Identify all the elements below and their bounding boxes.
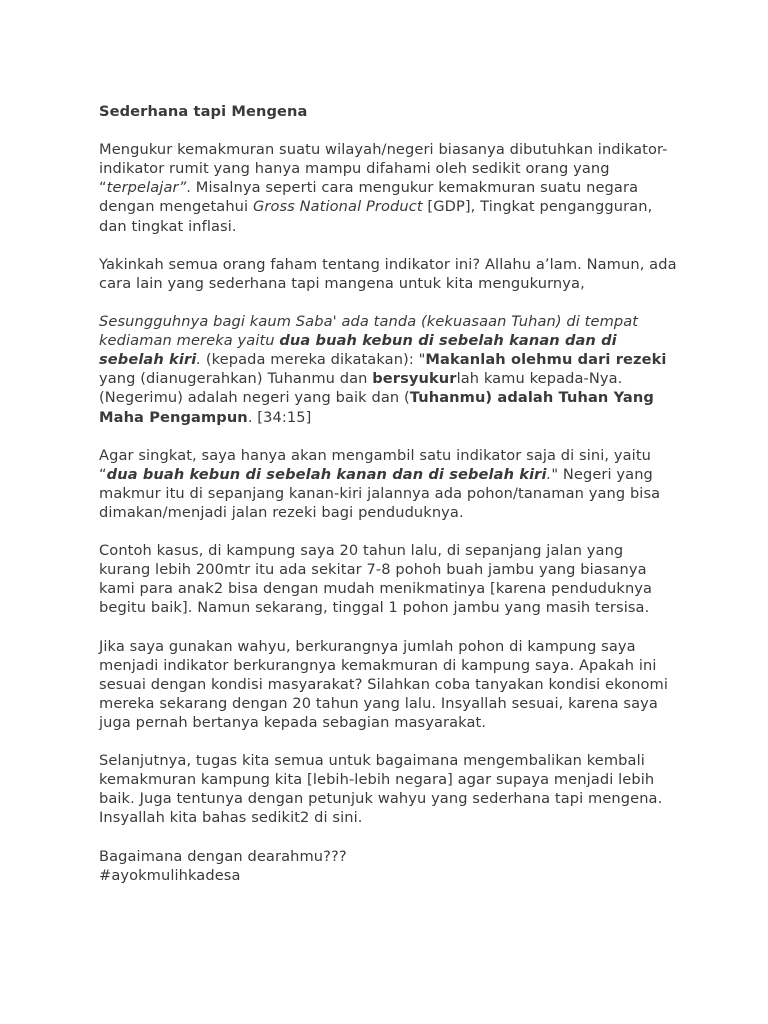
paragraph-revelation: Jika saya gunakan wahyu, berkurangnya jumlah pohon di kampung saya menjadi indikator berkurangnya kemakmuran di kampung saya. Apakah ini sesuai dengan kondisi masyarakat? Silahkan coba tanyakan kondisi ekonomi mereka sekarang dengan 20 tahun yang lalu. Insyallah sesuai, karena saya juga pernah bertanya kepada sebagian masyarakat. — [99, 637, 669, 731]
verse-bold-tuhanmu: Tuhanmu) adalah Tuhan Yang Maha Pengampun — [99, 389, 654, 426]
verse-text-f: yang (dianugerahkan) Tuhanmu dan — [99, 370, 373, 388]
document-body — [99, 102, 679, 885]
intro-text-e: [GDP], Tingkat pengangguran, dan tingkat inflasi. — [99, 198, 653, 235]
verse-italic-a: Sesungguhnya bagi kaum Saba' ada tanda (kekuasaan Tuhan) di tempat kediaman mereka yaitu — [99, 313, 639, 350]
document-title: Sederhana tapi Mengena — [99, 103, 308, 120]
paragraph-example: Contoh kasus, di kampung saya 20 tahun lalu, di sepanjang jalan yang kurang lebih 200mtr itu ada sekitar 7-8 pohoh buah jambu yang biasanya kami para anak2 bisa dengan mudah menikmatinya [karena penduduknya begitu baik]. Namun sekarang, tinggal 1 pohon jambu yang masih tersisa. — [99, 542, 653, 617]
intro-text-c: . Misalnya seperti cara mengukur kemakmuran suatu negara dengan mengetahui — [99, 179, 639, 216]
verse-text-h: lah kamu kepada-Nya. (Negerimu) adalah negeri yang baik dan ( — [99, 370, 623, 407]
intro-italic-terpelajar: terpelajar” — [106, 179, 187, 197]
paragraph-intro — [99, 140, 679, 235]
verse-text-j: . [34:15] — [247, 408, 312, 426]
intro-italic-gnp: Gross National Product — [252, 198, 423, 216]
paragraph-question: Yakinkah semua orang faham tentang indikator ini? Allahu a’lam. Namun, ada cara lain yang sederhana tapi mangena untuk kita mengukurnya, — [99, 255, 677, 292]
paragraph-next-steps: Selanjutnya, tugas kita semua untuk bagaimana mengembalikan kembali kemakmuran kampung kita [lebih-lebih negara] agar supaya menjadi lebih baik. Juga tentunya dengan petunjuk wahyu yang sederhana tapi mengena. Insyallah kita bahas sedikit2 di sini. — [99, 752, 663, 827]
indicator-bold-italic-kebun: dua buah kebun di sebelah kanan dan di sebelah kiri — [106, 465, 547, 483]
closing-question: Bagaimana dengan dearahmu??? — [99, 847, 347, 865]
indicator-text-d: Negeri yang makmur itu di sepanjang kanan-kiri jalannya ada pohon/tanaman yang bisa dimakan/menjadi jalan rezeki bagi penduduknya. — [99, 465, 661, 521]
indicator-text-a: Agar singkat, saya hanya akan mengambil satu indikator saja di sini, yaitu “ — [99, 446, 651, 483]
indicator-italic-quote: ." — [546, 465, 559, 483]
verse-bold-bersyukur: bersyukur — [372, 370, 457, 388]
verse-bold-makanlah: Makanlah olehmu dari rezeki — [425, 351, 667, 369]
paragraph-verse — [99, 312, 679, 427]
verse-italic-period: . — [196, 351, 202, 369]
hashtag: #ayokmulihkadesa — [99, 866, 241, 884]
verse-text-d: (kepada mereka dikatakan): " — [201, 351, 426, 369]
verse-bold-italic-kebun: dua buah kebun di sebelah kanan dan di sebelah kiri — [99, 332, 617, 369]
intro-text-a: Mengukur kemakmuran suatu wilayah/negeri biasanya dibutuhkan indikator-indikator rumit yang hanya mampu difahami oleh sedikit orang yang “ — [99, 141, 668, 197]
paragraph-indicator — [99, 446, 679, 522]
